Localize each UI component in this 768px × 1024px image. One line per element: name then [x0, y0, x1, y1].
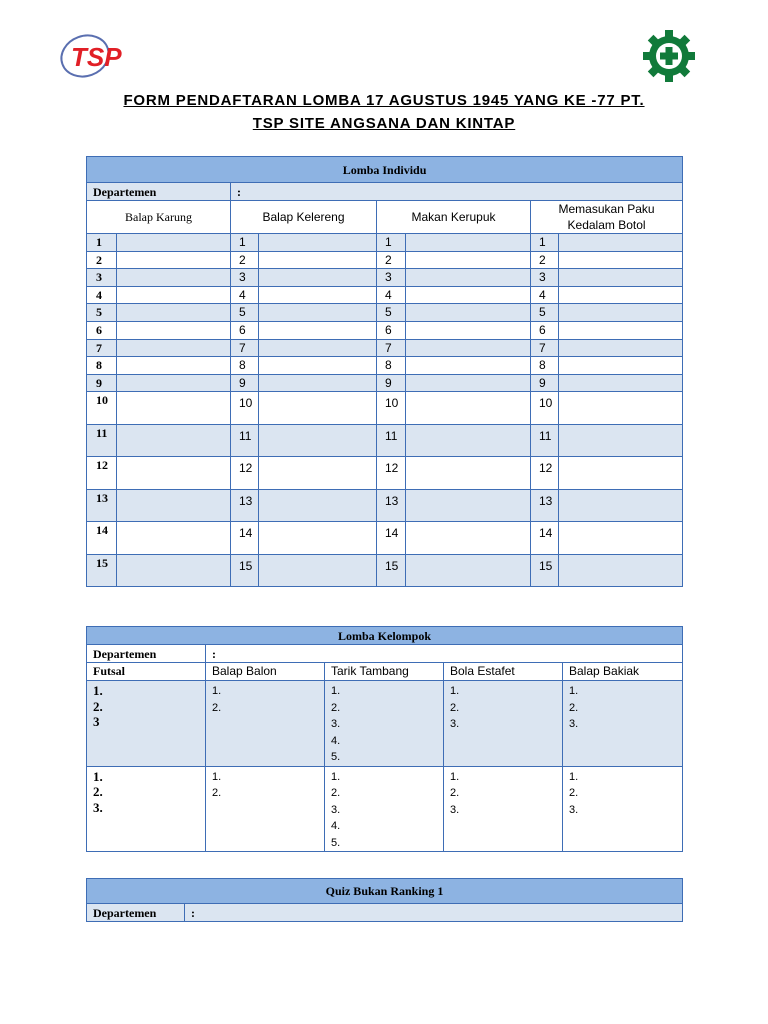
row-number: 1: [377, 234, 406, 252]
row-number: 10: [231, 392, 259, 425]
row-number: 11: [231, 424, 259, 457]
memasukan-paku-name-field[interactable]: [559, 522, 683, 555]
row-number: 7: [531, 339, 559, 357]
row-number: 11: [87, 424, 117, 457]
row-number: 8: [377, 357, 406, 375]
group2-balap-balon-list[interactable]: 1. 2.: [206, 766, 325, 852]
balap-kelereng-name-field[interactable]: [259, 554, 377, 587]
individu-row: [87, 489, 683, 522]
balap-kelereng-name-field[interactable]: [259, 392, 377, 425]
row-number: 14: [377, 522, 406, 555]
kelompok-dept-field[interactable]: :: [206, 645, 683, 663]
kelompok-table: [86, 626, 683, 852]
group2-futsal-list[interactable]: 1. 2. 3.: [87, 766, 206, 852]
row-number: 13: [377, 489, 406, 522]
k3-gear-cross-icon: [641, 28, 697, 84]
col-balap-balon: Balap Balon: [206, 663, 325, 681]
col-bola-estafet: Bola Estafet: [444, 663, 563, 681]
memasukan-paku-name-field[interactable]: [559, 392, 683, 425]
individu-row: [87, 554, 683, 587]
row-number: 14: [531, 522, 559, 555]
individu-row: [87, 251, 683, 269]
balap-kelereng-name-field[interactable]: [259, 522, 377, 555]
row-number: 4: [377, 286, 406, 304]
individu-row: [87, 321, 683, 339]
row-number: 3: [87, 269, 117, 287]
individu-row: [87, 522, 683, 555]
makan-kerupuk-name-field[interactable]: [406, 304, 531, 322]
individu-title: Lomba Individu: [87, 157, 683, 183]
individu-row: [87, 374, 683, 392]
balap-karung-name-field[interactable]: [117, 489, 231, 522]
balap-karung-name-field[interactable]: [117, 269, 231, 287]
row-number: 12: [87, 457, 117, 490]
row-number: 12: [531, 457, 559, 490]
balap-karung-name-field[interactable]: [117, 357, 231, 375]
row-number: 8: [231, 357, 259, 375]
individu-row: [87, 304, 683, 322]
balap-kelereng-name-field[interactable]: [259, 234, 377, 252]
balap-karung-name-field[interactable]: [117, 522, 231, 555]
group2-balap-bakiak-list[interactable]: 1. 2. 3.: [563, 766, 683, 852]
col-makan-kerupuk: Makan Kerupuk: [377, 201, 531, 234]
memasukan-paku-name-field[interactable]: [559, 357, 683, 375]
col-balap-bakiak: Balap Bakiak: [563, 663, 683, 681]
row-number: 13: [87, 489, 117, 522]
balap-karung-name-field[interactable]: [117, 321, 231, 339]
row-number: 5: [531, 304, 559, 322]
makan-kerupuk-name-field[interactable]: [406, 457, 531, 490]
quiz-title: Quiz Bukan Ranking 1: [87, 879, 683, 904]
row-number: 5: [87, 304, 117, 322]
row-number: 1: [231, 234, 259, 252]
makan-kerupuk-name-field[interactable]: [406, 234, 531, 252]
row-number: 6: [231, 321, 259, 339]
col-balap-karung: Balap Karung: [87, 201, 231, 234]
balap-karung-name-field[interactable]: [117, 424, 231, 457]
row-number: 6: [531, 321, 559, 339]
row-number: 10: [531, 392, 559, 425]
row-number: 15: [377, 554, 406, 587]
tsp-logo-text: TSP: [71, 42, 122, 72]
kelompok-dept-label: Departemen: [87, 645, 206, 663]
row-number: 4: [87, 286, 117, 304]
balap-kelereng-name-field[interactable]: [259, 304, 377, 322]
makan-kerupuk-name-field[interactable]: [406, 392, 531, 425]
balap-karung-name-field[interactable]: [117, 457, 231, 490]
memasukan-paku-name-field[interactable]: [559, 554, 683, 587]
kelompok-group2-row: [87, 766, 683, 852]
memasukan-paku-name-field[interactable]: [559, 269, 683, 287]
row-number: 5: [377, 304, 406, 322]
row-number: 14: [87, 522, 117, 555]
row-number: 3: [531, 269, 559, 287]
balap-kelereng-name-field[interactable]: [259, 374, 377, 392]
row-number: 12: [377, 457, 406, 490]
row-number: 9: [531, 374, 559, 392]
balap-kelereng-name-field[interactable]: [259, 339, 377, 357]
memasukan-paku-name-field[interactable]: [559, 424, 683, 457]
balap-kelereng-name-field[interactable]: [259, 321, 377, 339]
makan-kerupuk-name-field[interactable]: [406, 489, 531, 522]
tsp-logo: [55, 30, 135, 80]
row-number: 8: [87, 357, 117, 375]
row-number: 15: [87, 554, 117, 587]
row-number: 15: [231, 554, 259, 587]
quiz-table: [86, 878, 683, 922]
row-number: 9: [87, 374, 117, 392]
row-number: 13: [531, 489, 559, 522]
balap-kelereng-name-field[interactable]: [259, 269, 377, 287]
row-number: 8: [531, 357, 559, 375]
memasukan-paku-name-field[interactable]: [559, 339, 683, 357]
balap-kelereng-name-field[interactable]: [259, 251, 377, 269]
balap-karung-name-field[interactable]: [117, 392, 231, 425]
makan-kerupuk-name-field[interactable]: [406, 424, 531, 457]
group2-bola-estafet-list[interactable]: 1. 2. 3.: [444, 766, 563, 852]
memasukan-paku-name-field[interactable]: [559, 374, 683, 392]
row-number: 11: [531, 424, 559, 457]
balap-kelereng-name-field[interactable]: [259, 457, 377, 490]
group1-balap-balon-list[interactable]: 1. 2.: [206, 681, 325, 767]
makan-kerupuk-name-field[interactable]: [406, 321, 531, 339]
balap-karung-name-field[interactable]: [117, 286, 231, 304]
individu-row: [87, 339, 683, 357]
kelompok-group1-row: [87, 681, 683, 767]
col-memasukan-paku: Memasukan Paku Kedalam Botol: [531, 201, 683, 234]
balap-karung-name-field[interactable]: [117, 234, 231, 252]
row-number: 14: [231, 522, 259, 555]
memasukan-paku-name-field[interactable]: [559, 251, 683, 269]
balap-karung-name-field[interactable]: [117, 374, 231, 392]
balap-kelereng-name-field[interactable]: [259, 489, 377, 522]
makan-kerupuk-name-field[interactable]: [406, 251, 531, 269]
makan-kerupuk-name-field[interactable]: [406, 374, 531, 392]
group2-tarik-tambang-list[interactable]: 1. 2. 3. 4. 5.: [325, 766, 444, 852]
form-title-line1: FORM PENDAFTARAN LOMBA 17 AGUSTUS 1945 YANG KE -77 PT.: [123, 92, 645, 109]
individu-row: [87, 424, 683, 457]
row-number: 6: [377, 321, 406, 339]
individu-dept-label: Departemen: [87, 183, 231, 201]
row-number: 1: [531, 234, 559, 252]
row-number: 4: [531, 286, 559, 304]
row-number: 7: [87, 339, 117, 357]
individu-row: [87, 269, 683, 287]
memasukan-paku-name-field[interactable]: [559, 304, 683, 322]
balap-karung-name-field[interactable]: [117, 251, 231, 269]
quiz-dept-field[interactable]: :: [185, 904, 683, 922]
row-number: 11: [377, 424, 406, 457]
row-number: 9: [377, 374, 406, 392]
individu-row: [87, 392, 683, 425]
group1-futsal-list[interactable]: 1. 2. 3: [87, 681, 206, 767]
row-number: 3: [231, 269, 259, 287]
memasukan-paku-name-field[interactable]: [559, 489, 683, 522]
makan-kerupuk-name-field[interactable]: [406, 286, 531, 304]
memasukan-paku-name-field[interactable]: [559, 321, 683, 339]
memasukan-paku-name-field[interactable]: [559, 234, 683, 252]
row-number: 15: [531, 554, 559, 587]
memasukan-paku-name-field[interactable]: [559, 286, 683, 304]
row-number: 13: [231, 489, 259, 522]
individu-table: [86, 156, 683, 587]
row-number: 2: [231, 251, 259, 269]
balap-kelereng-name-field[interactable]: [259, 424, 377, 457]
row-number: 4: [231, 286, 259, 304]
individu-dept-field[interactable]: :: [231, 183, 683, 201]
row-number: 1: [87, 234, 117, 252]
kelompok-title: Lomba Kelompok: [87, 627, 683, 645]
row-number: 3: [377, 269, 406, 287]
makan-kerupuk-name-field[interactable]: [406, 339, 531, 357]
quiz-dept-label: Departemen: [87, 904, 185, 922]
row-number: 2: [377, 251, 406, 269]
balap-karung-name-field[interactable]: [117, 339, 231, 357]
memasukan-paku-name-field[interactable]: [559, 457, 683, 490]
group1-bola-estafet-list[interactable]: 1. 2. 3.: [444, 681, 563, 767]
individu-row: [87, 286, 683, 304]
row-number: 7: [231, 339, 259, 357]
form-title-line2: TSP SITE ANGSANA DAN KINTAP: [252, 115, 516, 132]
col-futsal: Futsal: [87, 663, 206, 681]
balap-kelereng-name-field[interactable]: [259, 286, 377, 304]
individu-row: [87, 457, 683, 490]
row-number: 9: [231, 374, 259, 392]
balap-karung-name-field[interactable]: [117, 304, 231, 322]
row-number: 10: [87, 392, 117, 425]
row-number: 7: [377, 339, 406, 357]
individu-row: [87, 357, 683, 375]
makan-kerupuk-name-field[interactable]: [406, 357, 531, 375]
makan-kerupuk-name-field[interactable]: [406, 554, 531, 587]
makan-kerupuk-name-field[interactable]: [406, 522, 531, 555]
row-number: 2: [87, 251, 117, 269]
balap-karung-name-field[interactable]: [117, 554, 231, 587]
col-balap-kelereng: Balap Kelereng: [231, 201, 377, 234]
row-number: 5: [231, 304, 259, 322]
row-number: 2: [531, 251, 559, 269]
row-number: 12: [231, 457, 259, 490]
row-number: 10: [377, 392, 406, 425]
group1-tarik-tambang-list[interactable]: 1. 2. 3. 4. 5.: [325, 681, 444, 767]
col-tarik-tambang: Tarik Tambang: [325, 663, 444, 681]
group1-balap-bakiak-list[interactable]: 1. 2. 3.: [563, 681, 683, 767]
row-number: 6: [87, 321, 117, 339]
individu-row: [87, 234, 683, 252]
makan-kerupuk-name-field[interactable]: [406, 269, 531, 287]
balap-kelereng-name-field[interactable]: [259, 357, 377, 375]
